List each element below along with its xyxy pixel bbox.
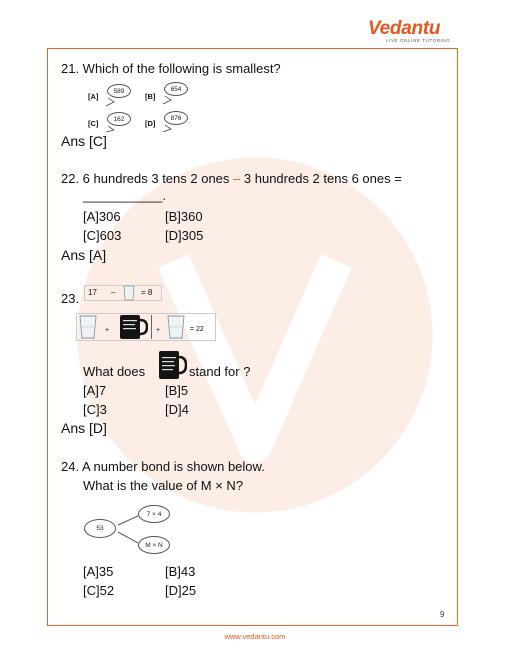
option-label: [C] — [83, 583, 100, 598]
option-label: [B] — [165, 209, 181, 224]
q23-option-a — [83, 383, 106, 398]
q22-question-part1: 22. 6 hundreds 3 tens 2 ones — [61, 171, 230, 186]
option-value: 52 — [99, 583, 115, 598]
page-number: 9 — [440, 610, 445, 619]
q23-eq2-plus1: + — [105, 327, 110, 334]
q22-answer: Ans [A] — [61, 247, 107, 263]
bond-part2: M × N — [138, 536, 170, 554]
option-label: [D] — [145, 119, 156, 128]
q22-option-d — [165, 228, 203, 243]
logo-tagline: LIVE ONLINE TUTORING — [386, 38, 451, 43]
option-value: 305 — [181, 228, 204, 243]
balloon-strings-icon — [100, 80, 195, 132]
q23-option-d — [165, 402, 189, 417]
option-value: 4 — [181, 402, 189, 417]
q21-balloon-d: 876 — [164, 111, 188, 125]
q23-option-b — [165, 383, 188, 398]
option-value: 7 — [98, 383, 107, 398]
option-value: 360 — [180, 209, 203, 224]
option-label: [A] — [83, 564, 99, 579]
option-label: [C] — [83, 402, 100, 417]
q24-option-c — [83, 583, 114, 598]
option-label: [D] — [165, 228, 182, 243]
q22-dash: – — [233, 171, 241, 186]
vedantu-logo — [368, 18, 450, 43]
q22-option-a — [83, 209, 121, 224]
q21-question: 21. Which of the following is smallest? — [61, 61, 281, 76]
bond-part1: 7 × 4 — [138, 505, 170, 523]
option-label: [C] — [83, 228, 100, 243]
q23-eq2-plus2: + — [156, 327, 161, 334]
option-label: [A] — [88, 92, 99, 101]
glass-icon — [166, 315, 186, 339]
q21-balloon-a: 589 — [107, 84, 131, 98]
option-value: 25 — [181, 583, 197, 598]
q23-eq1-minus: – — [111, 288, 116, 297]
q23-eq1-left: 17 — [88, 288, 97, 297]
q22-option-b — [165, 209, 203, 224]
glass-icon — [78, 315, 98, 339]
q21-balloon-c: 162 — [107, 112, 131, 126]
q24-option-b — [165, 564, 195, 579]
q24-question-line2: What is the value of M × N? — [83, 478, 244, 493]
mug-icon — [118, 314, 148, 340]
q22-question — [61, 171, 402, 186]
option-label: [A] — [83, 209, 99, 224]
q23-eq2-result: = 22 — [190, 326, 204, 333]
bond-whole: 53 — [84, 519, 116, 538]
option-label: [B] — [165, 564, 181, 579]
q21-answer: Ans [C] — [61, 133, 107, 149]
q21-option-c — [88, 113, 98, 131]
q24-option-d — [165, 583, 196, 598]
option-label: [B] — [165, 383, 181, 398]
q22-question-part2: 3 hundreds 2 tens 6 ones = — [243, 171, 402, 186]
q23-number: 23. — [61, 291, 80, 306]
q22-blank: ___________. — [83, 188, 167, 203]
option-value: 43 — [180, 564, 196, 579]
option-label: [D] — [165, 583, 182, 598]
divider — [151, 315, 152, 339]
footer-link[interactable]: www.vedantu.com — [224, 632, 286, 641]
glass-icon — [122, 285, 136, 301]
q23-eq1-result: = 8 — [141, 288, 153, 297]
q23-option-c — [83, 402, 107, 417]
option-value: 603 — [99, 228, 122, 243]
option-label: [D] — [165, 402, 182, 417]
option-value: 306 — [98, 209, 121, 224]
option-label: [B] — [145, 92, 156, 101]
q22-option-c — [83, 228, 121, 243]
q23-answer: Ans [D] — [61, 420, 107, 436]
q21-option-a — [88, 86, 98, 104]
logo-wordmark: Vedantu — [368, 18, 441, 39]
option-value: 35 — [98, 564, 114, 579]
q21-balloon-b: 654 — [164, 82, 188, 96]
option-label: [C] — [88, 119, 99, 128]
option-label: [A] — [83, 383, 99, 398]
mug-icon — [157, 350, 187, 380]
q24-option-a — [83, 564, 113, 579]
q23-question-after: stand for ? — [189, 364, 251, 379]
q24-question-line1: 24. A number bond is shown below. — [61, 459, 265, 474]
option-value: 5 — [180, 383, 189, 398]
option-value: 3 — [99, 402, 107, 417]
q23-question-before: What does — [83, 364, 146, 379]
